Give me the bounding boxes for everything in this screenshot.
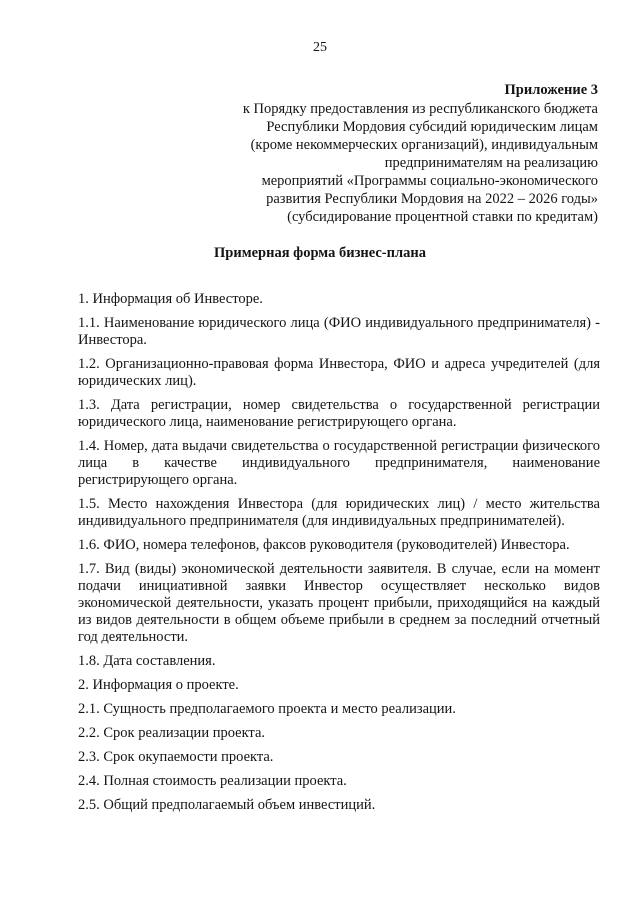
list-item: 1.7. Вид (виды) экономической деятельности заявителя. В случае, если на момент подачи инициативной заявки Инвестор осуществляет несколько видов экономической деятельности, указать процент прибыли, приходящийся на каждый из видов деятельности в общем объеме прибыли в среднем за последний отчетный год деятельности. bbox=[78, 561, 600, 645]
list-item: 2.1. Сущность предполагаемого проекта и место реализации. bbox=[78, 701, 456, 717]
appendix-line: Республики Мордовия субсидий юридическим лицам bbox=[266, 119, 598, 135]
appendix-title: Приложение 3 bbox=[504, 82, 598, 98]
appendix-line: мероприятий «Программы социально-экономического bbox=[261, 173, 598, 189]
list-item: 2.3. Срок окупаемости проекта. bbox=[78, 749, 274, 765]
appendix-line: предпринимателям на реализацию bbox=[384, 155, 598, 171]
business-plan-items bbox=[78, 291, 600, 821]
list-item: 1. Информация об Инвесторе. bbox=[78, 291, 263, 307]
page-number: 25 bbox=[313, 40, 327, 55]
list-item: 2.4. Полная стоимость реализации проекта. bbox=[78, 773, 347, 789]
list-item: 1.1. Наименование юридического лица (ФИО индивидуального предпринимателя) - Инвестора. bbox=[78, 315, 600, 348]
list-item: 1.3. Дата регистрации, номер свидетельства о государственной регистрации юридического лица, наименование регистрирующего органа. bbox=[78, 397, 600, 430]
list-item: 2.5. Общий предполагаемый объем инвестиций. bbox=[78, 797, 376, 813]
appendix-line: (субсидирование процентной ставки по кредитам) bbox=[287, 209, 598, 225]
appendix-header bbox=[178, 81, 598, 226]
list-item: 2.2. Срок реализации проекта. bbox=[78, 725, 266, 741]
list-item: 1.2. Организационно-правовая форма Инвестора, ФИО и адреса учредителей (для юридических лиц). bbox=[78, 356, 600, 389]
form-title: Примерная форма бизнес-плана bbox=[214, 245, 426, 261]
list-item: 2. Информация о проекте. bbox=[78, 677, 239, 693]
list-item: 1.5. Место нахождения Инвестора (для юридических лиц) / место жительства индивидуального предпринимателя (для индивидуальных предпринимателей). bbox=[78, 496, 600, 529]
appendix-line: (кроме некоммерческих организаций), индивидуальным bbox=[250, 137, 598, 153]
list-item: 1.8. Дата составления. bbox=[78, 653, 216, 669]
appendix-line: к Порядку предоставления из республиканского бюджета bbox=[242, 101, 598, 117]
appendix-line: развития Республики Мордовия на 2022 – 2026 годы» bbox=[266, 191, 598, 207]
list-item: 1.4. Номер, дата выдачи свидетельства о государственной регистрации физического лица в качестве индивидуального предпринимателя, наименование регистрирующего органа. bbox=[78, 438, 600, 488]
list-item: 1.6. ФИО, номера телефонов, факсов руководителя (руководителей) Инвестора. bbox=[78, 537, 570, 553]
